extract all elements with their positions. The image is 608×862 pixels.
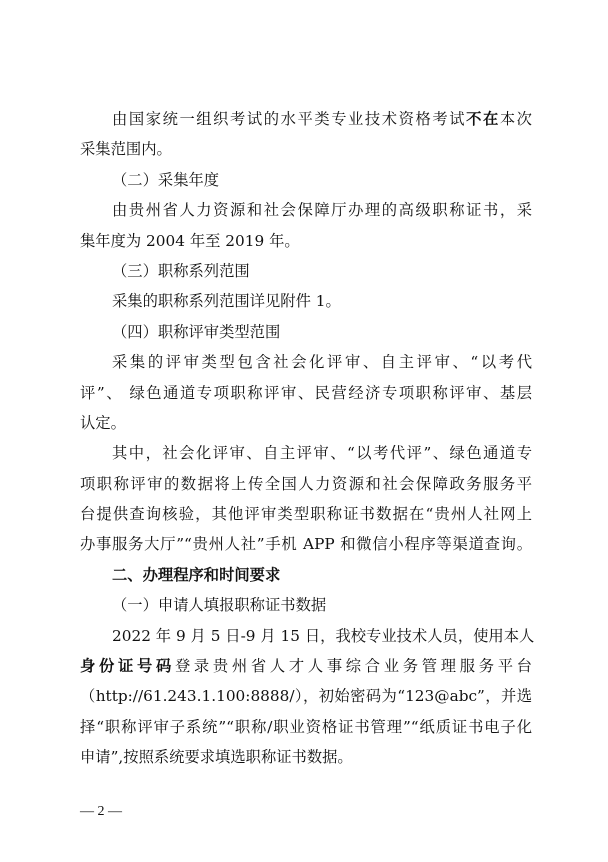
paragraph-line: 2022 年 9 月 5 日-9 月 15 日，我校专业技术人员，使用本人 <box>112 626 535 645</box>
paragraph-line: 采集的评审类型包含社会化评审、自主评审、“以考代 <box>112 353 532 372</box>
paragraph-line: 申请”,按照系统要求填选职称证书数据。 <box>80 748 353 767</box>
paragraph-line: 台提供查询核验，其他评审类型职称证书数据在“贵州人社网上 <box>80 505 532 524</box>
paragraph-line: 办事服务大厅”“贵州人社”手机 APP 和微信小程序等渠道查询。 <box>80 535 532 554</box>
paragraph-line: 采集范围内。 <box>80 140 172 159</box>
paragraph-line: （http://61.243.1.100:8888/），初始密码为“123@abc”，并选 <box>80 687 532 706</box>
paragraph-line: 由国家统一组织考试的水平类专业技术资格考试不在本次 <box>112 110 532 128</box>
paragraph-line: 择“职称评审子系统”“职称/职业资格证书管理”“纸质证书电子化 <box>80 717 532 736</box>
paragraph-line: 集年度为 2004 年至 2019 年。 <box>80 231 300 250</box>
paragraph-line: 项职称评审的数据将上传全国人力资源和社会保障政务服务平 <box>80 474 532 493</box>
paragraph-line: 认定。 <box>80 413 126 432</box>
page-number: — 2 — <box>80 804 122 819</box>
paragraph-line: 采集的职称系列范围详见附件 1。 <box>112 292 341 311</box>
section-heading: （二）采集年度 <box>112 170 220 189</box>
paragraph-line: 身份证号码登录贵州省人才人事综合业务管理服务平台 <box>80 657 532 676</box>
section-heading: （一）申请人填报职称证书数据 <box>112 596 327 615</box>
paragraph-line: 评”、 绿色通道专项职称评审、民营经济专项职称评审、基层 <box>80 383 532 402</box>
paragraph-line: 由贵州省人力资源和社会保障厅办理的高级职称证书，采 <box>112 201 532 220</box>
section-heading: （四）职称评审类型范围 <box>112 322 281 341</box>
document-body <box>80 104 535 773</box>
paragraph-line: 其中，社会化评审、自主评审、“以考代评”、绿色通道专 <box>112 444 532 463</box>
section-heading: （三）职称系列范围 <box>112 261 250 280</box>
chapter-heading: 二、办理程序和时间要求 <box>112 565 281 584</box>
